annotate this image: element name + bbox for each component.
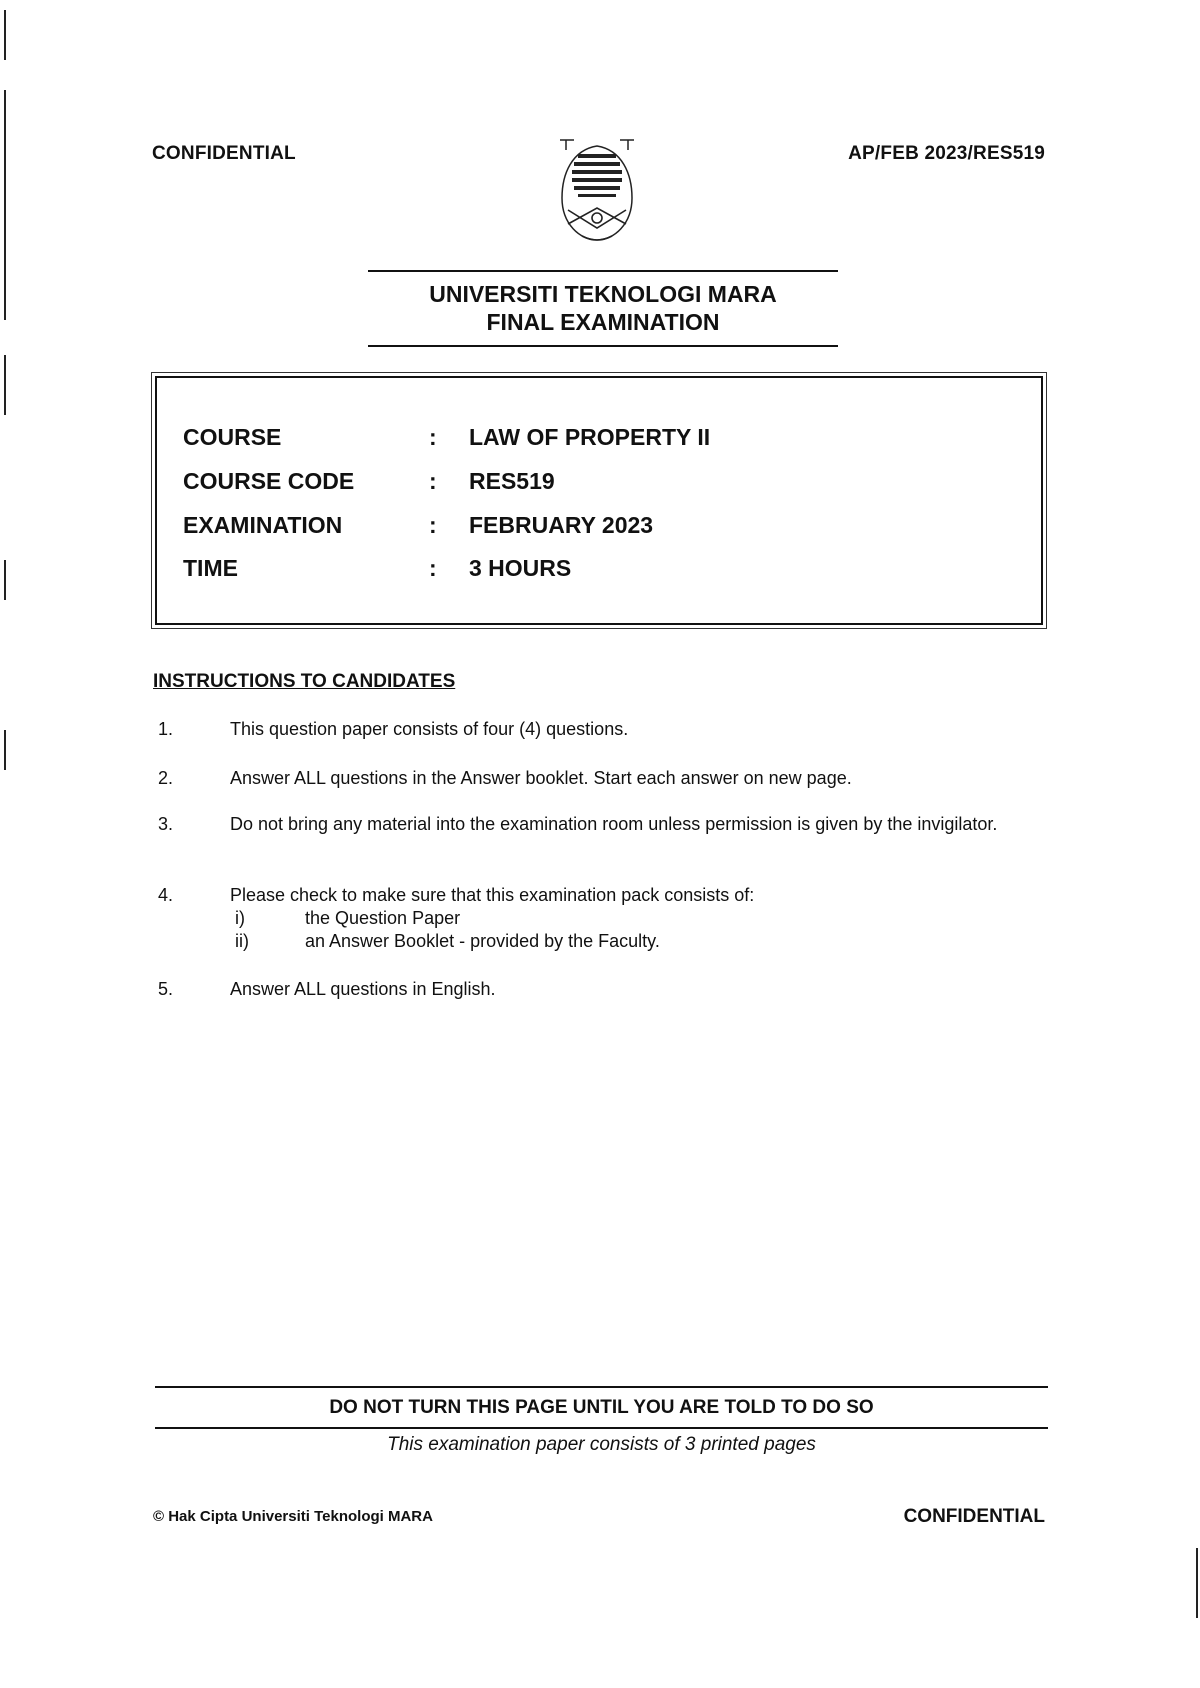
- course-info-key: TIME: [183, 555, 238, 581]
- instruction-number: 1.: [158, 719, 174, 739]
- sub-item-text: the Question Paper: [305, 908, 461, 928]
- instruction-text: This question paper consists of four (4) questions.: [230, 719, 629, 739]
- instruction-text: Answer ALL questions in the Answer booklet. Start each answer on new page.: [230, 768, 852, 788]
- warning-bottom-rule: [155, 1427, 1048, 1429]
- scan-edge-mark: [1196, 1548, 1198, 1618]
- course-info-box: [155, 376, 1043, 625]
- instruction-number: 3.: [158, 814, 174, 834]
- university-crest-icon: [552, 136, 642, 248]
- instruction-item: [153, 718, 1043, 740]
- instruction-item: [153, 813, 1043, 857]
- instruction-text: Please check to make sure that this examination pack consists of:: [230, 885, 755, 905]
- printed-pages-note: This examination paper consists of 3 printed pages: [387, 1434, 816, 1455]
- course-info-value: FEBRUARY 2023: [469, 512, 654, 538]
- instruction-number: 4.: [158, 885, 174, 905]
- scan-edge-mark: [4, 10, 6, 60]
- instruction-text: Do not bring any material into the examination room unless permission is given by the invigilator.: [230, 814, 998, 834]
- instruction-item: [153, 884, 1043, 906]
- instruction-text: Answer ALL questions in English.: [230, 979, 496, 999]
- sub-item-number: i): [235, 908, 245, 928]
- course-info-value: 3 HOURS: [469, 555, 572, 581]
- course-info-separator: :: [429, 424, 437, 450]
- page-title: [368, 280, 838, 336]
- sub-item-text: an Answer Booklet - provided by the Faculty.: [305, 931, 660, 951]
- scan-edge-mark: [4, 730, 6, 770]
- scan-edge-mark: [4, 90, 6, 320]
- instruction-number: 2.: [158, 768, 174, 788]
- exam-type: FINAL EXAMINATION: [486, 309, 720, 335]
- scan-edge-mark: [4, 355, 6, 415]
- instruction-number: 5.: [158, 979, 174, 999]
- scan-edge-mark: [4, 560, 6, 600]
- course-info-key: EXAMINATION: [183, 512, 343, 538]
- instruction-item: [153, 767, 1043, 789]
- course-info-key: COURSE: [183, 424, 282, 450]
- turn-page-warning: DO NOT TURN THIS PAGE UNTIL YOU ARE TOLD TO DO SO: [329, 1397, 874, 1418]
- title-bottom-rule: [368, 345, 838, 347]
- course-info-value: LAW OF PROPERTY II: [469, 424, 711, 450]
- course-info-separator: :: [429, 512, 437, 538]
- warning-top-rule: [155, 1386, 1048, 1388]
- copyright-notice: © Hak Cipta Universiti Teknologi MARA: [153, 1508, 433, 1525]
- footer-confidential-label: CONFIDENTIAL: [903, 1506, 1045, 1527]
- header-confidential-label: CONFIDENTIAL: [152, 143, 296, 164]
- course-info-key: COURSE CODE: [183, 468, 355, 494]
- university-name: UNIVERSITI TEKNOLOGI MARA: [429, 281, 777, 307]
- paper-reference-code: AP/FEB 2023/RES519: [848, 143, 1045, 164]
- instruction-item: [153, 978, 1043, 1000]
- sub-item-number: ii): [235, 931, 249, 951]
- title-top-rule: [368, 270, 838, 272]
- course-info-separator: :: [429, 468, 437, 494]
- course-info-separator: :: [429, 555, 437, 581]
- course-info-value: RES519: [469, 468, 555, 494]
- instructions-heading: INSTRUCTIONS TO CANDIDATES: [153, 671, 456, 692]
